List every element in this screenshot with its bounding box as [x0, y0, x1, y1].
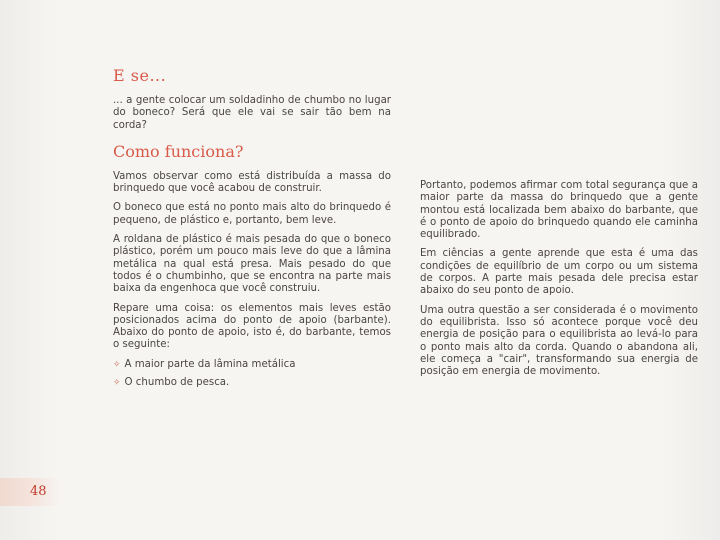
bullet-text: O chumbo de pesca.	[124, 377, 230, 389]
heading-como-funciona: Como funciona?	[113, 141, 244, 161]
left-column	[113, 66, 391, 395]
body-paragraph: Vamos observar como está distribuída a massa do brinquedo que você acabou de construir.	[113, 170, 391, 195]
body-paragraph: O boneco que está no ponto mais alto do brinquedo é pequeno, de plástico e, portanto, bem leve.	[113, 202, 391, 226]
body-paragraph: Uma outra questão a ser considerada é o movimento do equilibrista. Isso só acontece porque você deu energia de posição para o equilibrista ao levá-lo para o ponto mais alto da corda. Quando o abandona ali, ele começa a "cair", transformando sua energia de posição em energia de movimento.	[420, 304, 698, 378]
body-paragraph: Portanto, podemos afirmar com total segurança que a maior parte da massa do brinquedo que a gente montou está localizada bem abaixo do barbante, que é o ponto de apoio do brinquedo quando ele caminha equilibrado.	[420, 180, 698, 241]
body-paragraph: Repare uma coisa: os elementos mais leves estão posicionados acima do ponto de apoio (barbante). Abaixo do ponto de apoio, isto é, do barbante, temos o seguinte:	[113, 302, 391, 351]
bullet-item	[113, 377, 391, 389]
diamond-bullet-icon: ✧	[113, 378, 121, 389]
intro-paragraph: ... a gente colocar um soldadinho de chumbo no lugar do boneco? Será que ele vai se sair tão bem na corda?	[113, 95, 391, 131]
heading-e-se: E se...	[113, 66, 167, 85]
right-column	[420, 180, 698, 385]
body-paragraph: A roldana de plástico é mais pesada do que o boneco plástico, porém um pouco mais leve do que a lâmina metálica na qual está presa. Mais pesado do que todos é o chumbinho, que se encontra na parte mais baixa da engenhoca que você construiu.	[113, 234, 391, 295]
body-paragraph: Em ciências a gente aprende que esta é uma das condições de equilíbrio de um corpo ou um sistema de corpos. A parte mais pesada dele precisa estar abaixo do seu ponto de apoio.	[420, 248, 698, 297]
page-number-tab	[0, 478, 60, 506]
intro-block	[113, 95, 391, 132]
bullet-text: A maior parte da lâmina metálica	[124, 358, 296, 370]
diamond-bullet-icon: ✧	[113, 359, 121, 370]
page-number: 48	[30, 484, 47, 499]
bullet-item	[113, 359, 391, 371]
